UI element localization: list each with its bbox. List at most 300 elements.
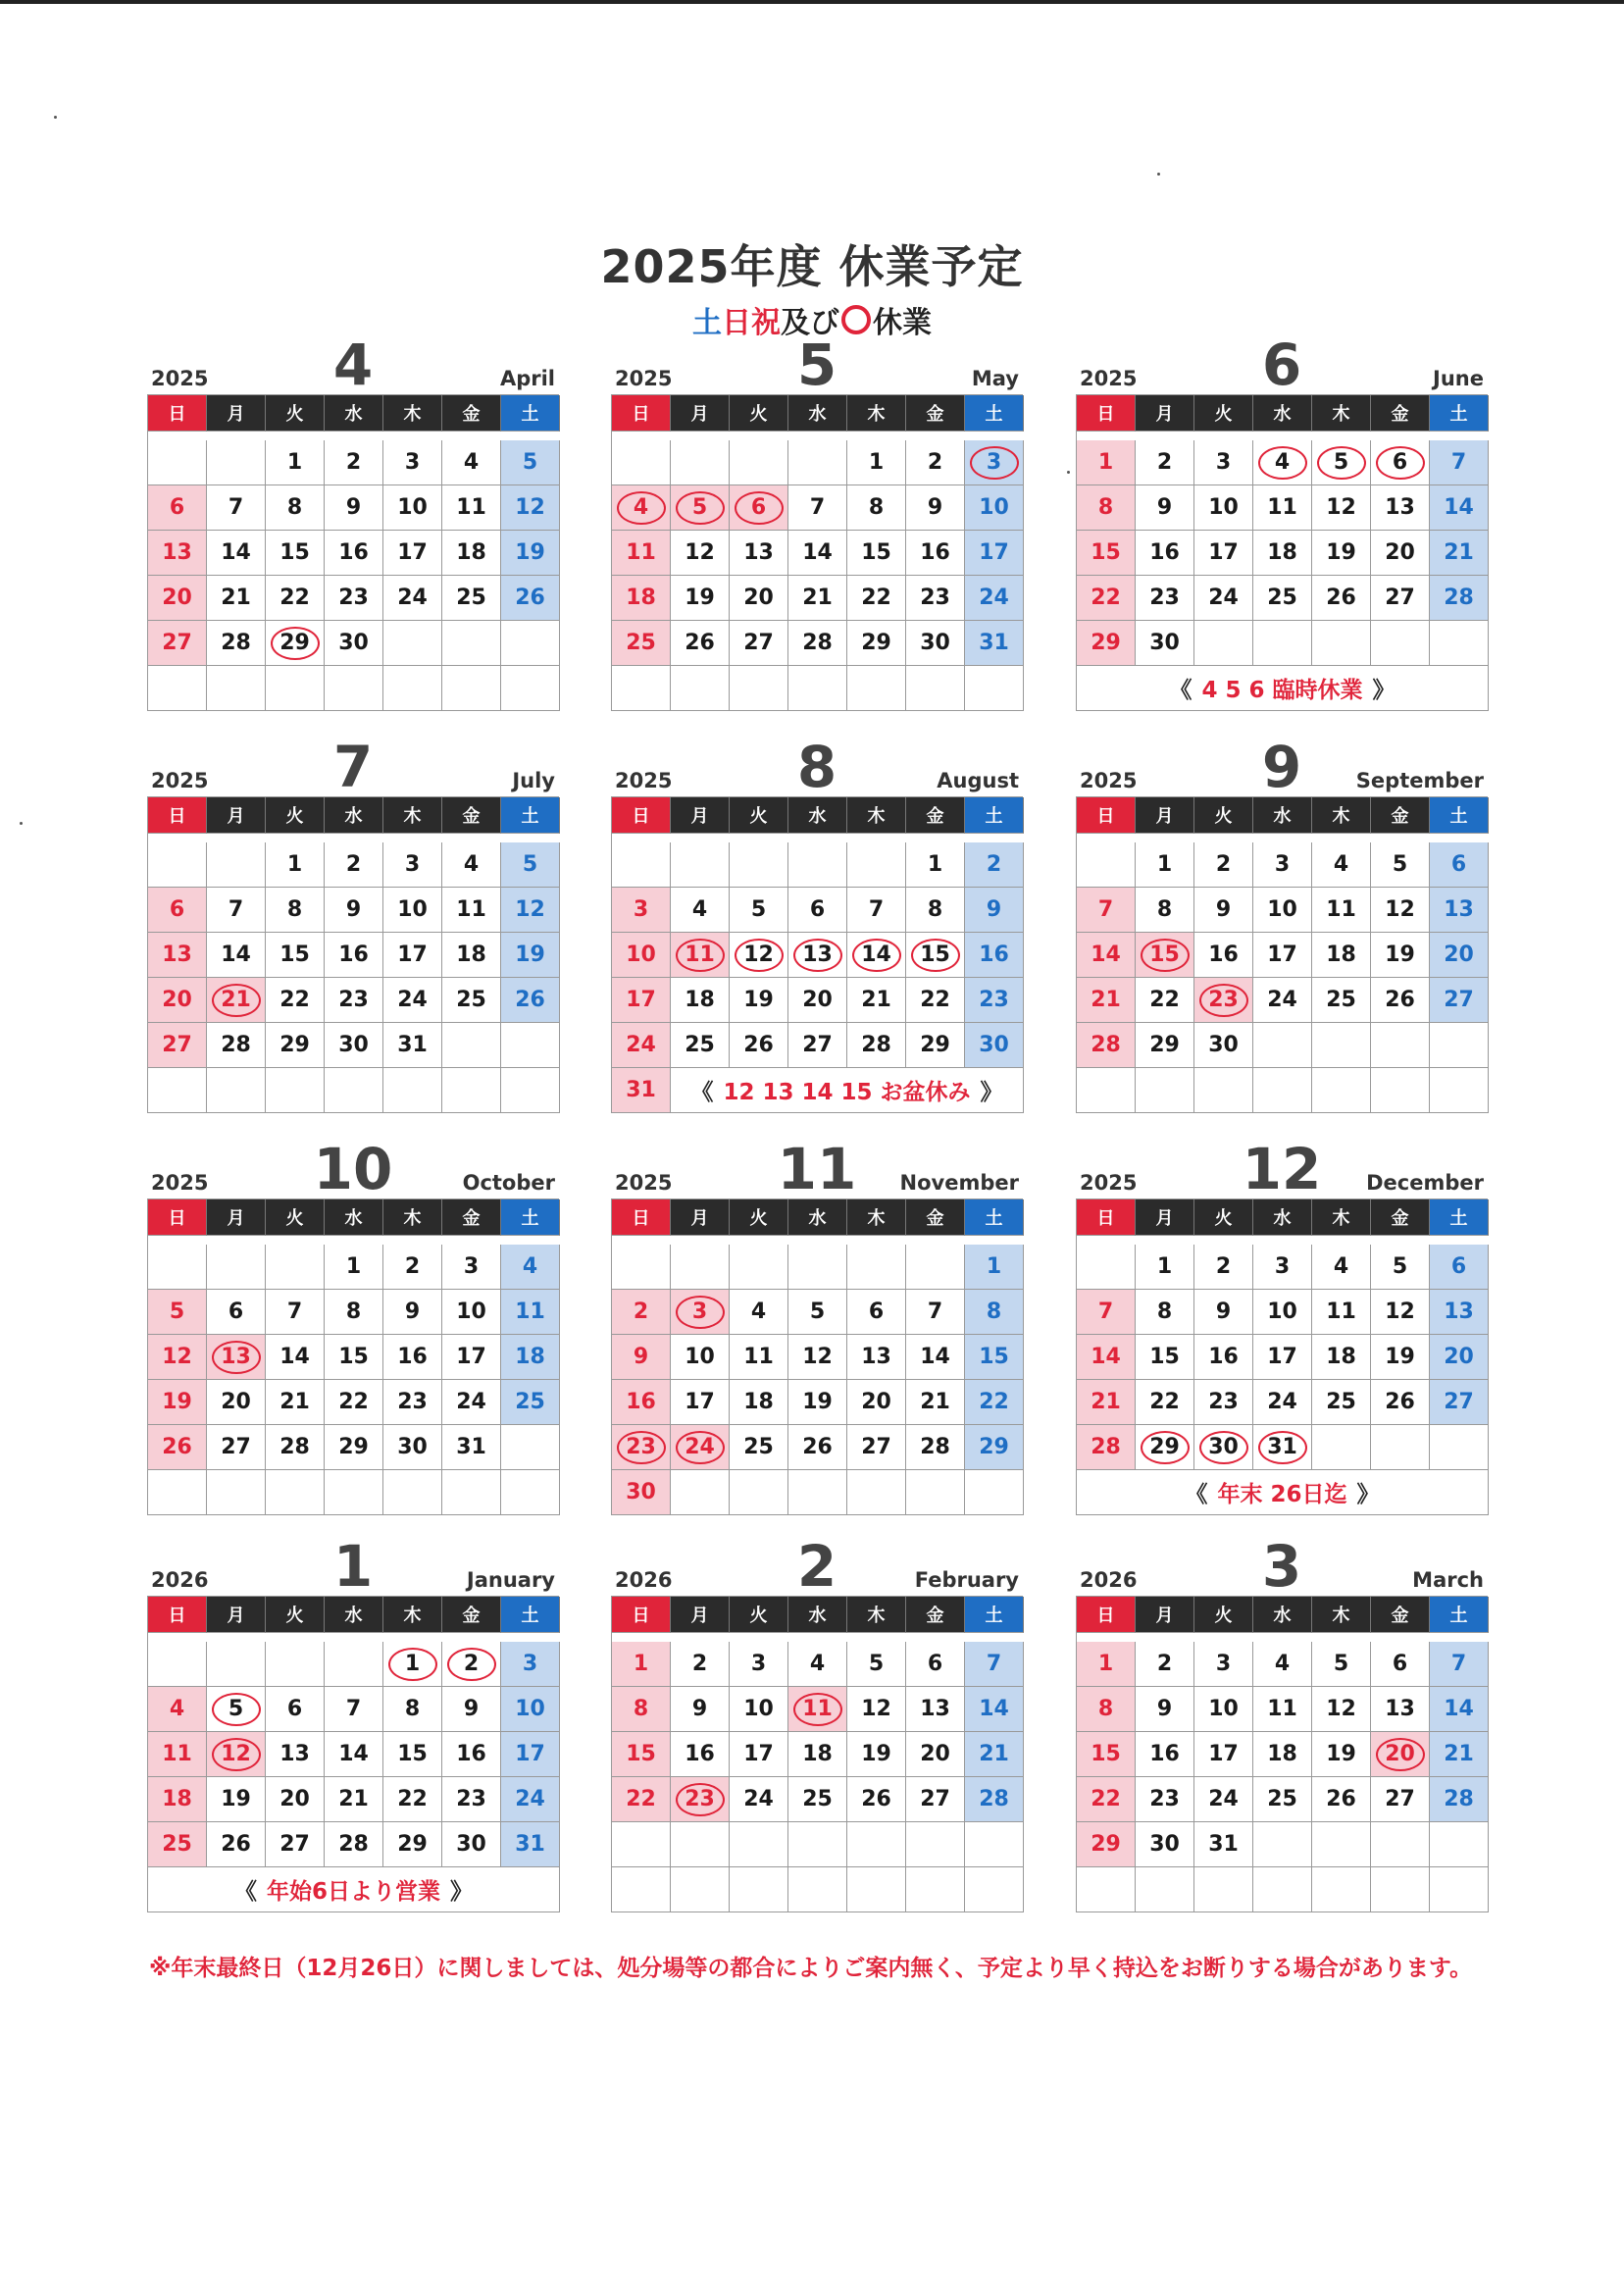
day-cell[interactable]: [671, 1290, 730, 1335]
day-cell[interactable]: [1136, 1642, 1194, 1687]
day-cell[interactable]: [906, 440, 965, 485]
day-cell[interactable]: [730, 933, 788, 978]
day-cell[interactable]: [1253, 1245, 1312, 1290]
day-cell[interactable]: [847, 1425, 906, 1470]
day-cell[interactable]: [906, 621, 965, 666]
day-cell[interactable]: [1194, 1245, 1253, 1290]
day-cell[interactable]: [1253, 440, 1312, 485]
day-cell[interactable]: [730, 1380, 788, 1425]
day-cell[interactable]: [965, 1687, 1024, 1732]
day-cell[interactable]: [788, 485, 847, 531]
day-cell[interactable]: [266, 1425, 325, 1470]
day-cell[interactable]: [1136, 440, 1194, 485]
day-cell[interactable]: [501, 1822, 560, 1867]
day-cell[interactable]: [847, 1687, 906, 1732]
day-cell[interactable]: [442, 1335, 501, 1380]
day-cell[interactable]: [906, 1732, 965, 1777]
day-cell[interactable]: [1371, 1290, 1430, 1335]
day-cell[interactable]: [266, 1335, 325, 1380]
day-cell[interactable]: [612, 1335, 671, 1380]
day-cell[interactable]: [847, 440, 906, 485]
day-cell[interactable]: [965, 1245, 1024, 1290]
day-cell[interactable]: [965, 485, 1024, 531]
day-cell[interactable]: [730, 576, 788, 621]
day-cell[interactable]: [1077, 1642, 1136, 1687]
day-cell[interactable]: [1430, 1687, 1489, 1732]
day-cell[interactable]: [847, 531, 906, 576]
day-cell[interactable]: [1253, 1335, 1312, 1380]
day-cell[interactable]: [730, 888, 788, 933]
day-cell[interactable]: [1312, 1687, 1371, 1732]
day-cell[interactable]: [1430, 978, 1489, 1023]
day-cell[interactable]: [442, 842, 501, 888]
day-cell[interactable]: [612, 1380, 671, 1425]
day-cell[interactable]: [1077, 576, 1136, 621]
day-cell[interactable]: [1312, 440, 1371, 485]
day-cell[interactable]: [383, 1290, 442, 1335]
day-cell[interactable]: [501, 576, 560, 621]
day-cell[interactable]: [1371, 1380, 1430, 1425]
day-cell[interactable]: [266, 440, 325, 485]
day-cell[interactable]: [266, 888, 325, 933]
day-cell[interactable]: [1194, 531, 1253, 576]
day-cell[interactable]: [148, 1822, 207, 1867]
day-cell[interactable]: [965, 440, 1024, 485]
day-cell[interactable]: [1136, 485, 1194, 531]
day-cell[interactable]: [965, 576, 1024, 621]
day-cell[interactable]: [1253, 1380, 1312, 1425]
day-cell[interactable]: [1371, 440, 1430, 485]
day-cell[interactable]: [1136, 621, 1194, 666]
day-cell[interactable]: [325, 888, 383, 933]
day-cell[interactable]: [612, 1068, 671, 1113]
day-cell[interactable]: [1136, 1822, 1194, 1867]
day-cell[interactable]: [1371, 888, 1430, 933]
day-cell[interactable]: [847, 1642, 906, 1687]
day-cell[interactable]: [1077, 1380, 1136, 1425]
day-cell[interactable]: [1371, 531, 1430, 576]
day-cell[interactable]: [1312, 1777, 1371, 1822]
day-cell[interactable]: [965, 933, 1024, 978]
day-cell[interactable]: [788, 888, 847, 933]
day-cell[interactable]: [501, 1732, 560, 1777]
day-cell[interactable]: [1371, 978, 1430, 1023]
day-cell[interactable]: [730, 1732, 788, 1777]
day-cell[interactable]: [1077, 1822, 1136, 1867]
day-cell[interactable]: [1136, 1687, 1194, 1732]
day-cell[interactable]: [325, 1245, 383, 1290]
day-cell[interactable]: [906, 1687, 965, 1732]
day-cell[interactable]: [612, 1290, 671, 1335]
day-cell[interactable]: [1430, 1245, 1489, 1290]
day-cell[interactable]: [730, 1642, 788, 1687]
day-cell[interactable]: [788, 1335, 847, 1380]
day-cell[interactable]: [965, 1732, 1024, 1777]
day-cell[interactable]: [1194, 1290, 1253, 1335]
day-cell[interactable]: [730, 1335, 788, 1380]
day-cell[interactable]: [1077, 1023, 1136, 1068]
day-cell[interactable]: [1136, 1380, 1194, 1425]
day-cell[interactable]: [1371, 842, 1430, 888]
day-cell[interactable]: [1253, 1642, 1312, 1687]
day-cell[interactable]: [207, 1687, 266, 1732]
day-cell[interactable]: [1253, 842, 1312, 888]
day-cell[interactable]: [1194, 888, 1253, 933]
day-cell[interactable]: [788, 933, 847, 978]
day-cell[interactable]: [671, 485, 730, 531]
day-cell[interactable]: [906, 933, 965, 978]
day-cell[interactable]: [1312, 1642, 1371, 1687]
day-cell[interactable]: [1371, 1732, 1430, 1777]
day-cell[interactable]: [442, 576, 501, 621]
day-cell[interactable]: [1312, 531, 1371, 576]
day-cell[interactable]: [325, 621, 383, 666]
day-cell[interactable]: [383, 1245, 442, 1290]
day-cell[interactable]: [730, 1023, 788, 1068]
day-cell[interactable]: [730, 1425, 788, 1470]
day-cell[interactable]: [1194, 576, 1253, 621]
day-cell[interactable]: [148, 485, 207, 531]
day-cell[interactable]: [1253, 933, 1312, 978]
day-cell[interactable]: [383, 1642, 442, 1687]
day-cell[interactable]: [612, 1642, 671, 1687]
day-cell[interactable]: [1194, 933, 1253, 978]
day-cell[interactable]: [442, 933, 501, 978]
day-cell[interactable]: [1136, 1732, 1194, 1777]
day-cell[interactable]: [906, 1290, 965, 1335]
day-cell[interactable]: [325, 576, 383, 621]
day-cell[interactable]: [730, 485, 788, 531]
day-cell[interactable]: [383, 440, 442, 485]
day-cell[interactable]: [325, 933, 383, 978]
day-cell[interactable]: [1253, 888, 1312, 933]
day-cell[interactable]: [1194, 1642, 1253, 1687]
day-cell[interactable]: [148, 576, 207, 621]
day-cell[interactable]: [1371, 1777, 1430, 1822]
day-cell[interactable]: [906, 1380, 965, 1425]
day-cell[interactable]: [1312, 576, 1371, 621]
day-cell[interactable]: [266, 485, 325, 531]
day-cell[interactable]: [1253, 485, 1312, 531]
day-cell[interactable]: [1430, 440, 1489, 485]
day-cell[interactable]: [612, 485, 671, 531]
day-cell[interactable]: [207, 621, 266, 666]
day-cell[interactable]: [1312, 933, 1371, 978]
day-cell[interactable]: [1136, 1245, 1194, 1290]
day-cell[interactable]: [965, 531, 1024, 576]
day-cell[interactable]: [442, 978, 501, 1023]
day-cell[interactable]: [383, 1732, 442, 1777]
day-cell[interactable]: [847, 1380, 906, 1425]
day-cell[interactable]: [847, 485, 906, 531]
day-cell[interactable]: [1430, 531, 1489, 576]
day-cell[interactable]: [1253, 1732, 1312, 1777]
day-cell[interactable]: [325, 1380, 383, 1425]
day-cell[interactable]: [442, 1380, 501, 1425]
day-cell[interactable]: [671, 888, 730, 933]
day-cell[interactable]: [325, 1335, 383, 1380]
day-cell[interactable]: [906, 842, 965, 888]
day-cell[interactable]: [1136, 1425, 1194, 1470]
day-cell[interactable]: [207, 576, 266, 621]
day-cell[interactable]: [847, 1335, 906, 1380]
day-cell[interactable]: [383, 1425, 442, 1470]
day-cell[interactable]: [1312, 1732, 1371, 1777]
day-cell[interactable]: [266, 1687, 325, 1732]
day-cell[interactable]: [847, 933, 906, 978]
day-cell[interactable]: [501, 1777, 560, 1822]
day-cell[interactable]: [148, 1425, 207, 1470]
day-cell[interactable]: [266, 978, 325, 1023]
day-cell[interactable]: [788, 576, 847, 621]
day-cell[interactable]: [207, 978, 266, 1023]
day-cell[interactable]: [442, 1777, 501, 1822]
day-cell[interactable]: [1194, 485, 1253, 531]
day-cell[interactable]: [1077, 1290, 1136, 1335]
day-cell[interactable]: [788, 531, 847, 576]
day-cell[interactable]: [266, 1732, 325, 1777]
day-cell[interactable]: [1371, 1687, 1430, 1732]
day-cell[interactable]: [1253, 1777, 1312, 1822]
day-cell[interactable]: [266, 842, 325, 888]
day-cell[interactable]: [730, 1687, 788, 1732]
day-cell[interactable]: [442, 1425, 501, 1470]
day-cell[interactable]: [671, 1732, 730, 1777]
day-cell[interactable]: [1136, 933, 1194, 978]
day-cell[interactable]: [612, 1777, 671, 1822]
day-cell[interactable]: [1136, 1290, 1194, 1335]
day-cell[interactable]: [383, 1687, 442, 1732]
day-cell[interactable]: [965, 1380, 1024, 1425]
day-cell[interactable]: [1312, 888, 1371, 933]
day-cell[interactable]: [965, 978, 1024, 1023]
day-cell[interactable]: [1194, 1023, 1253, 1068]
day-cell[interactable]: [442, 485, 501, 531]
day-cell[interactable]: [965, 1777, 1024, 1822]
day-cell[interactable]: [1194, 1777, 1253, 1822]
day-cell[interactable]: [671, 576, 730, 621]
day-cell[interactable]: [1312, 842, 1371, 888]
day-cell[interactable]: [501, 978, 560, 1023]
day-cell[interactable]: [207, 1380, 266, 1425]
day-cell[interactable]: [148, 888, 207, 933]
day-cell[interactable]: [1312, 1335, 1371, 1380]
day-cell[interactable]: [1077, 440, 1136, 485]
day-cell[interactable]: [442, 531, 501, 576]
day-cell[interactable]: [325, 1687, 383, 1732]
day-cell[interactable]: [1194, 978, 1253, 1023]
day-cell[interactable]: [1430, 933, 1489, 978]
day-cell[interactable]: [1371, 1642, 1430, 1687]
day-cell[interactable]: [965, 1335, 1024, 1380]
day-cell[interactable]: [501, 531, 560, 576]
day-cell[interactable]: [383, 1777, 442, 1822]
day-cell[interactable]: [1194, 1335, 1253, 1380]
day-cell[interactable]: [965, 888, 1024, 933]
day-cell[interactable]: [612, 1732, 671, 1777]
day-cell[interactable]: [148, 1023, 207, 1068]
day-cell[interactable]: [1077, 888, 1136, 933]
day-cell[interactable]: [1194, 1425, 1253, 1470]
day-cell[interactable]: [266, 621, 325, 666]
day-cell[interactable]: [1430, 576, 1489, 621]
day-cell[interactable]: [671, 933, 730, 978]
day-cell[interactable]: [906, 1023, 965, 1068]
day-cell[interactable]: [383, 978, 442, 1023]
day-cell[interactable]: [1194, 1732, 1253, 1777]
day-cell[interactable]: [730, 978, 788, 1023]
day-cell[interactable]: [847, 1732, 906, 1777]
day-cell[interactable]: [671, 1335, 730, 1380]
day-cell[interactable]: [1371, 1245, 1430, 1290]
day-cell[interactable]: [1253, 1290, 1312, 1335]
day-cell[interactable]: [1077, 933, 1136, 978]
day-cell[interactable]: [1371, 485, 1430, 531]
day-cell[interactable]: [1194, 842, 1253, 888]
day-cell[interactable]: [1371, 933, 1430, 978]
day-cell[interactable]: [207, 1822, 266, 1867]
day-cell[interactable]: [207, 1732, 266, 1777]
day-cell[interactable]: [325, 978, 383, 1023]
day-cell[interactable]: [730, 621, 788, 666]
day-cell[interactable]: [906, 1777, 965, 1822]
day-cell[interactable]: [965, 1023, 1024, 1068]
day-cell[interactable]: [788, 1687, 847, 1732]
day-cell[interactable]: [148, 1290, 207, 1335]
day-cell[interactable]: [1430, 1335, 1489, 1380]
day-cell[interactable]: [501, 440, 560, 485]
day-cell[interactable]: [442, 440, 501, 485]
day-cell[interactable]: [906, 485, 965, 531]
day-cell[interactable]: [671, 621, 730, 666]
day-cell[interactable]: [1077, 1335, 1136, 1380]
day-cell[interactable]: [612, 576, 671, 621]
day-cell[interactable]: [207, 933, 266, 978]
day-cell[interactable]: [788, 1425, 847, 1470]
day-cell[interactable]: [1136, 1777, 1194, 1822]
day-cell[interactable]: [612, 978, 671, 1023]
day-cell[interactable]: [965, 1642, 1024, 1687]
day-cell[interactable]: [266, 1822, 325, 1867]
day-cell[interactable]: [325, 1023, 383, 1068]
day-cell[interactable]: [1194, 1687, 1253, 1732]
day-cell[interactable]: [148, 1335, 207, 1380]
day-cell[interactable]: [788, 1642, 847, 1687]
day-cell[interactable]: [442, 1642, 501, 1687]
day-cell[interactable]: [266, 1023, 325, 1068]
day-cell[interactable]: [501, 933, 560, 978]
day-cell[interactable]: [906, 1642, 965, 1687]
day-cell[interactable]: [148, 978, 207, 1023]
day-cell[interactable]: [965, 842, 1024, 888]
day-cell[interactable]: [612, 1687, 671, 1732]
day-cell[interactable]: [501, 1335, 560, 1380]
day-cell[interactable]: [325, 440, 383, 485]
day-cell[interactable]: [148, 933, 207, 978]
day-cell[interactable]: [671, 1023, 730, 1068]
day-cell[interactable]: [1253, 978, 1312, 1023]
day-cell[interactable]: [1077, 1732, 1136, 1777]
day-cell[interactable]: [730, 1290, 788, 1335]
day-cell[interactable]: [325, 1822, 383, 1867]
day-cell[interactable]: [1136, 978, 1194, 1023]
day-cell[interactable]: [1136, 1023, 1194, 1068]
day-cell[interactable]: [148, 531, 207, 576]
day-cell[interactable]: [1312, 1290, 1371, 1335]
day-cell[interactable]: [1077, 485, 1136, 531]
day-cell[interactable]: [1077, 1425, 1136, 1470]
day-cell[interactable]: [501, 888, 560, 933]
day-cell[interactable]: [671, 1777, 730, 1822]
day-cell[interactable]: [325, 842, 383, 888]
day-cell[interactable]: [1371, 1335, 1430, 1380]
day-cell[interactable]: [383, 1822, 442, 1867]
day-cell[interactable]: [788, 621, 847, 666]
day-cell[interactable]: [1194, 1822, 1253, 1867]
day-cell[interactable]: [1430, 1777, 1489, 1822]
day-cell[interactable]: [207, 531, 266, 576]
day-cell[interactable]: [1136, 888, 1194, 933]
day-cell[interactable]: [965, 1290, 1024, 1335]
day-cell[interactable]: [148, 1687, 207, 1732]
day-cell[interactable]: [612, 1023, 671, 1068]
day-cell[interactable]: [730, 531, 788, 576]
day-cell[interactable]: [847, 978, 906, 1023]
day-cell[interactable]: [612, 621, 671, 666]
day-cell[interactable]: [383, 576, 442, 621]
day-cell[interactable]: [1312, 1380, 1371, 1425]
day-cell[interactable]: [965, 621, 1024, 666]
day-cell[interactable]: [1136, 1335, 1194, 1380]
day-cell[interactable]: [501, 1380, 560, 1425]
day-cell[interactable]: [1077, 1687, 1136, 1732]
day-cell[interactable]: [788, 1732, 847, 1777]
day-cell[interactable]: [207, 1777, 266, 1822]
day-cell[interactable]: [383, 933, 442, 978]
day-cell[interactable]: [325, 485, 383, 531]
day-cell[interactable]: [442, 1245, 501, 1290]
day-cell[interactable]: [1430, 485, 1489, 531]
day-cell[interactable]: [612, 933, 671, 978]
day-cell[interactable]: [501, 1245, 560, 1290]
day-cell[interactable]: [1077, 978, 1136, 1023]
day-cell[interactable]: [906, 1425, 965, 1470]
day-cell[interactable]: [442, 1822, 501, 1867]
day-cell[interactable]: [442, 1732, 501, 1777]
day-cell[interactable]: [148, 1732, 207, 1777]
day-cell[interactable]: [207, 485, 266, 531]
day-cell[interactable]: [671, 978, 730, 1023]
day-cell[interactable]: [1136, 842, 1194, 888]
day-cell[interactable]: [1430, 1642, 1489, 1687]
day-cell[interactable]: [1371, 576, 1430, 621]
day-cell[interactable]: [442, 1290, 501, 1335]
day-cell[interactable]: [1430, 1732, 1489, 1777]
day-cell[interactable]: [906, 888, 965, 933]
day-cell[interactable]: [501, 485, 560, 531]
day-cell[interactable]: [1077, 531, 1136, 576]
day-cell[interactable]: [788, 978, 847, 1023]
day-cell[interactable]: [442, 1687, 501, 1732]
day-cell[interactable]: [383, 531, 442, 576]
day-cell[interactable]: [612, 531, 671, 576]
day-cell[interactable]: [383, 485, 442, 531]
day-cell[interactable]: [906, 531, 965, 576]
day-cell[interactable]: [383, 842, 442, 888]
day-cell[interactable]: [383, 888, 442, 933]
day-cell[interactable]: [671, 1425, 730, 1470]
day-cell[interactable]: [325, 1290, 383, 1335]
